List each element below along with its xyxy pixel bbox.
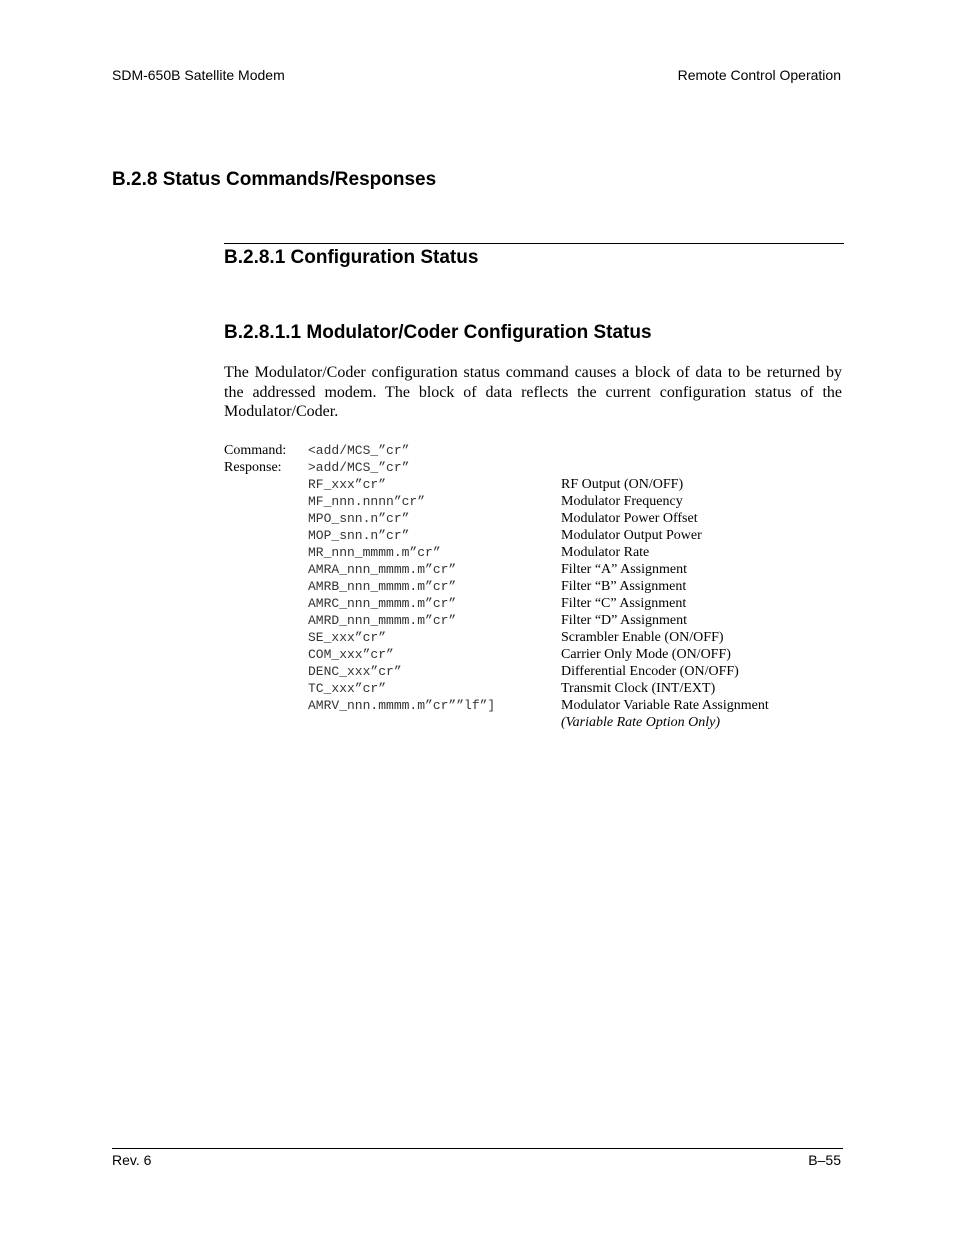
variable-rate-note: (Variable Rate Option Only) [561,715,721,730]
response-item-code: MPO_snn.n”cr” [308,511,410,526]
page-number: B–55 [808,1152,841,1168]
header-section: Remote Control Operation [677,67,841,83]
response-item [224,697,844,714]
command-code: <add/MCS_”cr” [308,443,410,458]
response-item-code: AMRD_nnn_mmmm.m”cr” [308,613,457,628]
response-item-code: AMRA_nnn_mmmm.m”cr” [308,562,457,577]
response-item-code: TC_xxx”cr” [308,681,387,696]
body-paragraph: The Modulator/Coder configuration status command causes a block of data to be returned by the addressed modem. The block of data reflects the current configuration status of the Modulator/Coder. [224,364,842,420]
response-item-code: MR_nnn_mmmm.m”cr” [308,545,441,560]
subsubsection-heading: B.2.8.1.1 Modulator/Coder Configuration Status [224,322,652,343]
response-item-code: AMRV_nnn.mmmm.m”cr””lf”] [308,698,496,713]
response-item [224,527,844,544]
command-block [224,442,844,731]
response-item [224,629,844,646]
response-item [224,595,844,612]
response-item-code: AMRB_nnn_mmmm.m”cr” [308,579,457,594]
response-item-code: DENC_xxx”cr” [308,664,402,679]
response-item-code: AMRC_nnn_mmmm.m”cr” [308,596,457,611]
response-label: Response: [224,460,282,475]
response-item-desc: Filter “C” Assignment [561,596,687,611]
footer-revision: Rev. 6 [112,1152,152,1168]
response-item-code: MF_nnn.nnnn”cr” [308,494,426,509]
response-note-row [224,714,844,731]
response-item [224,578,844,595]
response-item-desc: Modulator Variable Rate Assignment [561,698,769,713]
response-item [224,476,844,493]
response-item [224,561,844,578]
response-code: >add/MCS_”cr” [308,460,410,475]
heading-rule [224,243,844,244]
response-item-code: SE_xxx”cr” [308,630,387,645]
response-item-desc: Carrier Only Mode (ON/OFF) [561,647,731,662]
response-item [224,646,844,663]
response-item-desc: Modulator Rate [561,545,650,560]
response-row [224,459,844,476]
response-item [224,510,844,527]
section-heading: B.2.8 Status Commands/Responses [112,169,437,190]
response-item-desc: RF Output (ON/OFF) [561,477,684,492]
response-item-code: MOP_snn.n”cr” [308,528,410,543]
command-row [224,442,844,459]
response-item-code: RF_xxx”cr” [308,477,387,492]
response-item-desc: Filter “D” Assignment [561,613,687,628]
response-item-desc: Differential Encoder (ON/OFF) [561,664,739,679]
response-item [224,544,844,561]
response-item-desc: Modulator Output Power [561,528,702,543]
response-item [224,680,844,697]
response-item-desc: Filter “B” Assignment [561,579,687,594]
command-label: Command: [224,443,287,458]
response-item [224,493,844,510]
response-item-desc: Modulator Power Offset [561,511,698,526]
response-item [224,612,844,629]
response-item-desc: Modulator Frequency [561,494,683,509]
response-item-desc: Filter “A” Assignment [561,562,687,577]
subsection-heading: B.2.8.1 Configuration Status [224,247,479,268]
footer-rule [112,1148,843,1149]
response-item-desc: Scrambler Enable (ON/OFF) [561,630,724,645]
response-item [224,663,844,680]
header-title: SDM-650B Satellite Modem [112,67,285,83]
response-item-desc: Transmit Clock (INT/EXT) [561,681,716,696]
response-item-code: COM_xxx”cr” [308,647,394,662]
